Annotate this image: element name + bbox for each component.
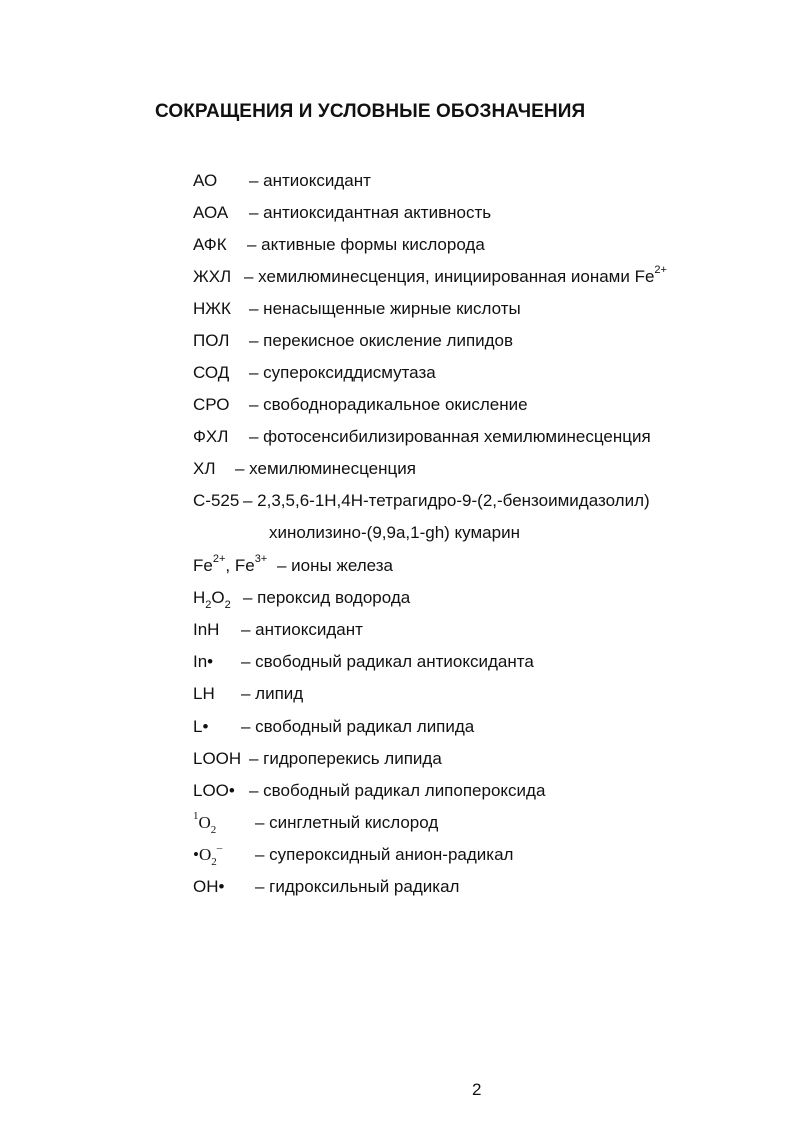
definition: – антиоксидант [249, 171, 371, 190]
definition: – перекисное окисление липидов [249, 331, 514, 350]
abbreviation: In• [193, 652, 214, 671]
definition: – хемилюминесценция [235, 459, 416, 478]
definition: – свободнорадикальное окисление [249, 395, 528, 414]
abbreviation [193, 842, 223, 869]
abbreviation: АФК [193, 235, 227, 254]
abbreviation: СОД [193, 363, 230, 382]
abbreviation [193, 555, 267, 577]
abbr-part: O [211, 588, 225, 607]
charge-superscript: – [216, 842, 223, 855]
iron-charge-superscript: 2+ [654, 264, 667, 277]
charge-superscript: 2+ [212, 553, 226, 566]
page-title: СОКРАЩЕНИЯ И УСЛОВНЫЕ ОБОЗНАЧЕНИЯ [155, 101, 586, 122]
definition: – свободный радикал антиоксиданта [241, 652, 534, 671]
definition: – антиоксидантная активность [249, 203, 492, 222]
definition: – активные формы кислорода [247, 235, 485, 254]
subscript: 2 [211, 856, 217, 869]
abbreviation: СРО [193, 395, 230, 414]
abbr-part: •O [193, 845, 212, 864]
abbreviation: LH [193, 684, 215, 703]
abbreviation: InH [193, 620, 220, 639]
abbreviation: АОА [193, 203, 229, 222]
subscript: 2 [210, 824, 217, 837]
abbreviation [193, 810, 217, 837]
abbr-part: , Fe [225, 556, 255, 575]
abbreviation: ПОЛ [193, 331, 230, 350]
abbreviation: L• [193, 717, 209, 736]
abbreviation: АО [193, 171, 218, 190]
definition: – фотосенсибилизированная хемилюминесценция [249, 427, 651, 446]
definition: – супероксидный анион-радикал [255, 845, 514, 864]
definition: – антиоксидант [241, 620, 363, 639]
definition: – свободный радикал липида [241, 717, 475, 736]
abbr-part: H [193, 588, 206, 607]
page-number: 2 [472, 1080, 482, 1099]
superscript: 1 [193, 810, 199, 823]
abbreviation: НЖК [193, 299, 231, 318]
definition: – ионы железа [277, 556, 393, 575]
charge-superscript: 3+ [254, 553, 268, 566]
definition: – пероксид водорода [243, 588, 411, 607]
abbr-part: O [198, 813, 211, 832]
definition: – гидроксильный радикал [255, 877, 460, 896]
definition: – супероксиддисмутаза [249, 363, 436, 382]
abbr-part: Fe [193, 556, 213, 575]
definition: – 2,3,5,6-1Н,4Н-тетрагидро-9-(2,-бензоимидазолил) [243, 491, 650, 510]
definition [244, 266, 667, 288]
definition: – синглетный кислород [255, 813, 439, 832]
definition: – гидроперекись липида [249, 749, 442, 768]
abbreviation: ХЛ [193, 459, 216, 478]
abbreviation: OH• [193, 877, 225, 896]
abbreviation: LOOH [193, 749, 242, 768]
definition: – свободный радикал липопероксида [249, 781, 546, 800]
definition: – ненасыщенные жирные кислоты [249, 299, 521, 318]
subscript: 2 [205, 599, 212, 612]
abbreviation: ЖХЛ [193, 267, 232, 286]
abbreviation [193, 587, 231, 612]
abbreviation: LOO• [193, 781, 235, 800]
subscript: 2 [224, 599, 231, 612]
definition: – липид [241, 684, 304, 703]
abbreviation: С-525 [193, 491, 240, 510]
definition-text: – хемилюминесценция, инициированная ионами Fe [244, 267, 655, 286]
definition: хинолизино-(9,9а,1-gh) кумарин [269, 523, 520, 542]
abbreviation: ФХЛ [193, 427, 229, 446]
